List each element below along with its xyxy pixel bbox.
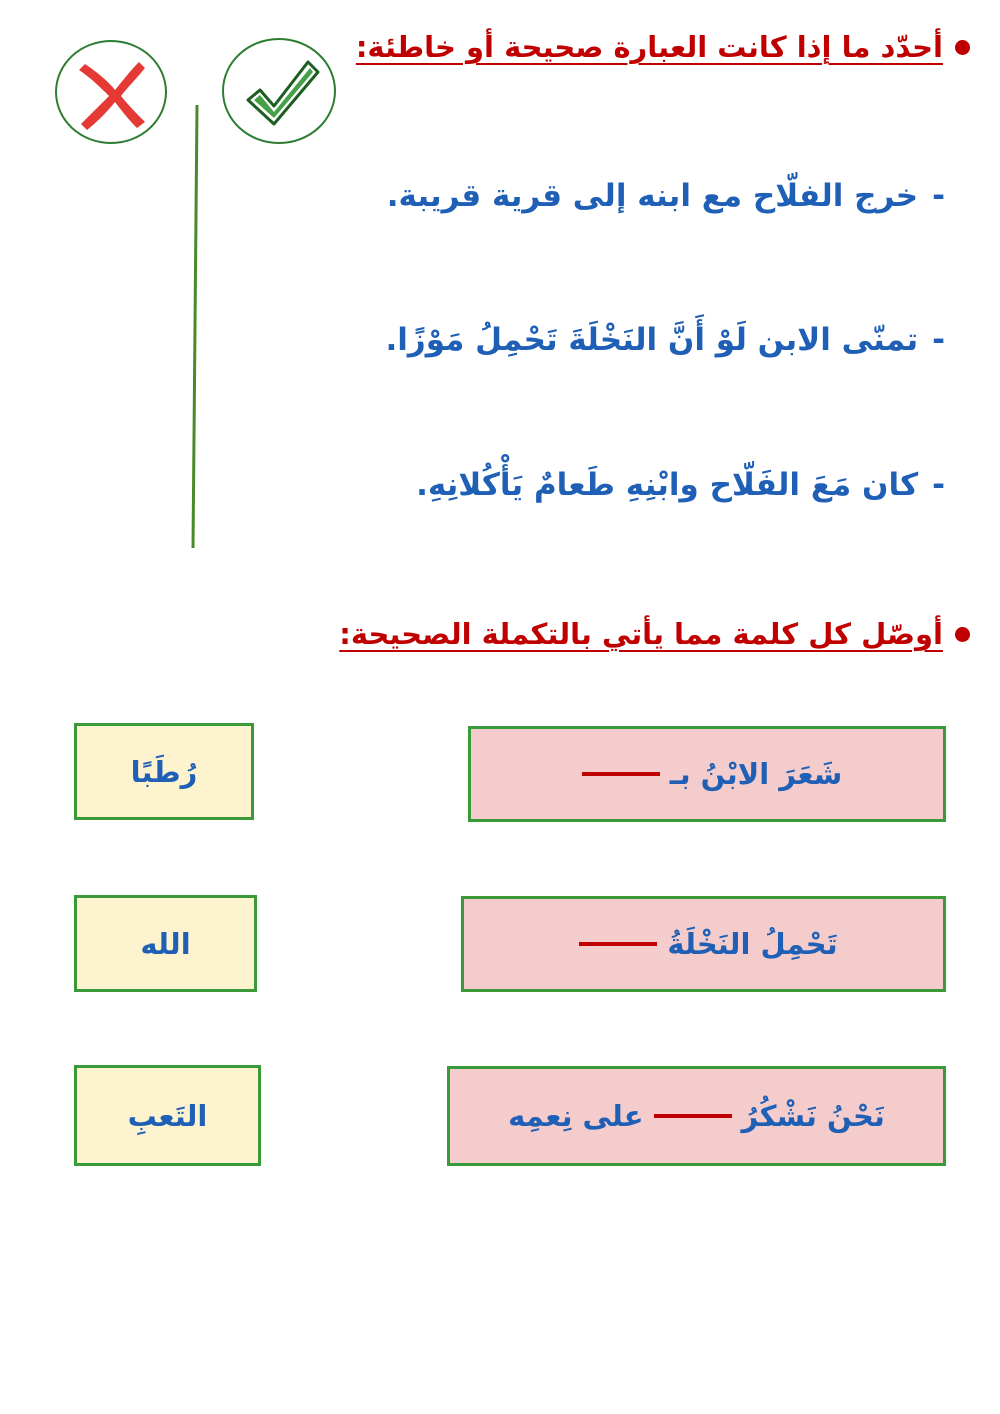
bullet-icon [955,627,970,642]
word-box-1[interactable]: رُطَبًا [74,723,254,820]
blank-line [579,942,657,946]
section2-heading-text: أوصّل كل كلمة مما يأتي بالتكملة الصحيحة: [339,617,943,651]
word-box-3[interactable]: التَعبِ [74,1065,261,1166]
sentence-box-2[interactable]: تَحْمِلُ النَخْلَةُ [461,896,946,992]
section2-heading [339,617,970,651]
word-box-2[interactable]: الله [74,895,257,992]
section1-heading-text: أحدّد ما إذا كانت العبارة صحيحة أو خاطئة: [355,30,943,64]
statement-2: -تمنّى الابن لَوْ أَنَّ النَخْلَةَ تَحْمِلُ مَوْزًا. [385,322,945,358]
blank-line [654,1114,732,1118]
statement-3: -كان مَعَ الفَلّاح وابْنِهِ طَعامٌ يَأْكُلانِهِ. [416,467,945,503]
blank-line [582,772,660,776]
sentence-box-3[interactable]: نَحْنُ نَشْكُرُ على نِعمِه [447,1066,946,1166]
sentence-box-1[interactable]: شَعَرَ الابْنُ بـ [468,726,946,822]
statement-1: -خرج الفلّاح مع ابنه إلى قرية قريبة. [386,178,945,214]
